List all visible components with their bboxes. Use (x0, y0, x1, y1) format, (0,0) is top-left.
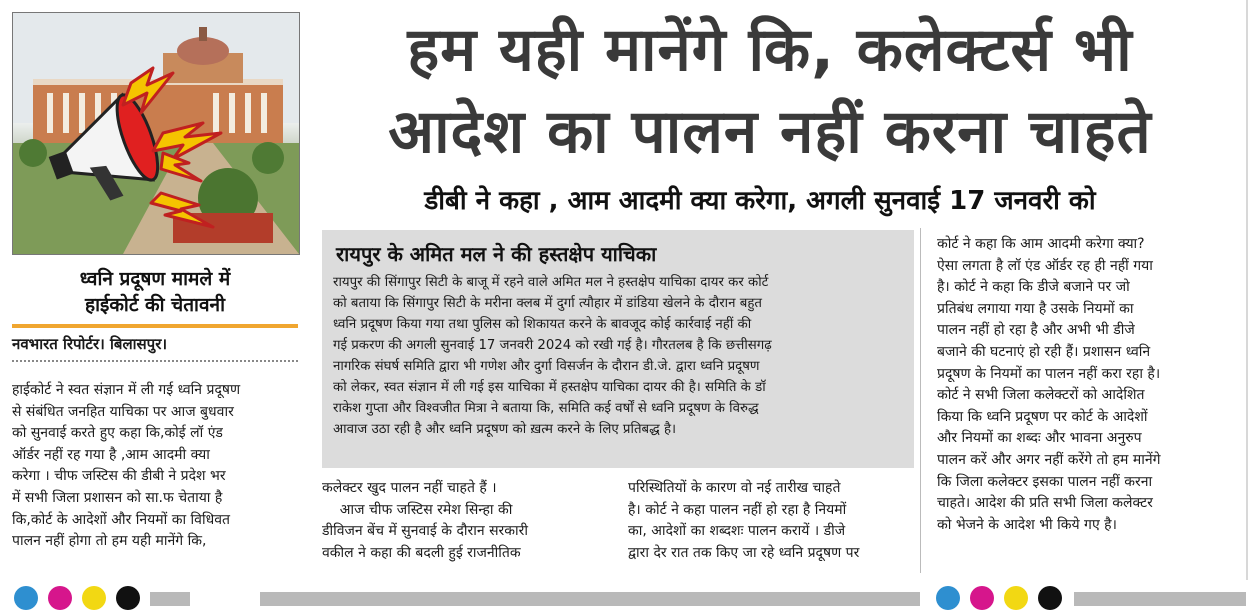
text-line: पालन नहीं होगा तो हम यही मानेंगे कि, (12, 533, 207, 550)
text-line: किया कि ध्वनि प्रदूषण पर कोर्ट के आदेशों (937, 408, 1148, 425)
text-line: द्वारा देर रात तक किए जा रहे ध्वनि प्रदूषण पर (628, 544, 860, 561)
text-line: प्रदूषण के नियमों का पालन नहीं करा रहा है। (937, 365, 1161, 382)
print-mark-magenta (970, 586, 994, 610)
article-column-3 (628, 478, 914, 564)
print-bar (260, 592, 920, 606)
text-line: आवाज उठा रही है और ध्वनि प्रदूषण को ख़त्म करने के लिए प्रतिबद्ध है। (333, 422, 677, 437)
text-line: बजाने की घटनाएं हो रही हैं। प्रशासन ध्वनि (937, 343, 1151, 360)
byline-divider (12, 360, 298, 362)
print-mark-cyan (936, 586, 960, 610)
text-line: का, आदेशों का शब्दशः पालन करायें । डीजे (628, 523, 846, 540)
text-line: में सभी जिला प्रशासन को सा.फ चेताया है (12, 489, 223, 506)
text-line: से संबंधित जनहित याचिका पर आज बुधवार (12, 403, 234, 420)
print-bar (1074, 592, 1246, 606)
column-divider (920, 228, 921, 573)
article-column-1 (12, 380, 300, 553)
text-line: राकेश गुप्ता और विश्वजीत मित्रा ने बताया कि, समिति कई वर्षों से ध्वनि प्रदूषण के विरुद्ध (333, 401, 759, 416)
page-edge-line (1246, 0, 1248, 580)
caption-divider (12, 324, 298, 328)
article-column-4 (937, 234, 1225, 536)
text-line: आज चीफ जस्टिस रमेश सिन्हा की (322, 501, 513, 518)
news-photo (12, 12, 300, 255)
print-mark-yellow (82, 586, 106, 610)
text-line: कि जिला कलेक्टर इसका पालन नहीं करना (937, 473, 1153, 490)
text-line: को लेकर, स्वत संज्ञान में ली गई इस याचिका में हस्तक्षेप याचिका दायर की है। समिति के डॉ (333, 380, 766, 395)
text-line: पालन नहीं हो रहा है और अभी भी डीजे (937, 322, 1135, 339)
headline-line1: हम यही मानेंगे कि, कलेक्टर्स भी (407, 15, 1133, 85)
text-line: रायपुर की सिंगापुर सिटी के बाजू में रहने वाले अमित मल ने हस्तक्षेप याचिका दायर कर कोर्ट (333, 275, 769, 290)
text-line: कोर्ट ने कहा कि आम आदमी करेगा क्या? (937, 236, 1145, 252)
text-line: परिस्थितियों के कारण वो नई तारीख चाहते (628, 480, 841, 496)
text-line: ऑर्डर नहीं रह गया है ,आम आदमी क्या (12, 446, 210, 463)
text-line: करेगा । चीफ जस्टिस की डीबी ने प्रदेश भर (12, 468, 226, 485)
print-bar (150, 592, 190, 606)
text-line: और नियमों का शब्दः और भावना अनुरुप (937, 430, 1142, 447)
print-mark-black (116, 586, 140, 610)
text-line: कलेक्टर खुद पालन नहीं चाहते हैं । (322, 480, 497, 496)
article-column-2 (322, 478, 608, 564)
photo-caption-line1: ध्वनि प्रदूषण मामले में (79, 268, 231, 290)
text-line: नागरिक संघर्ष समिति द्वारा भी गणेश और दुर्गा विसर्जन के दौरान डी.जे. द्वारा ध्वनि प्रदूषण (333, 359, 760, 374)
text-line: को भेजने के आदेश भी किये गए है। (937, 516, 1117, 533)
text-line: है। कोर्ट ने कहा पालन नहीं हो रहा है नियमों (628, 501, 847, 518)
text-line: को सुनवाई करते हुए कहा कि,कोई लॉ एंड (12, 425, 223, 442)
headline-line2: आदेश का पालन नहीं करना चाहते (388, 97, 1152, 167)
print-mark-yellow (1004, 586, 1028, 610)
sidebar-box-title: रायपुर के अमित मल ने की हस्तक्षेप याचिका (336, 242, 657, 266)
text-line: प्रतिबंध लगाया गया है उसके नियमों का (937, 300, 1134, 317)
text-line: ध्वनि प्रदूषण किया गया तथा पुलिस को शिकायत करने के बावजूद कोई कार्रवाई नहीं की (333, 317, 752, 332)
text-line: गई प्रकरण की अगली सुनवाई 17 जनवरी 2024 को रखी गई है। गौरतलब है कि छत्तीसगढ़ (333, 338, 772, 353)
sidebar-box-text (333, 272, 903, 440)
photo-caption-line2: हाईकोर्ट की चेतावनी (84, 294, 226, 316)
print-mark-black (1038, 586, 1062, 610)
byline: नवभारत रिपोर्टर। बिलासपुर। (12, 335, 168, 353)
print-mark-magenta (48, 586, 72, 610)
text-line: हाईकोर्ट ने स्वत संज्ञान में ली गई ध्वनि प्रदूषण (12, 382, 241, 398)
text-line: वकील ने कहा की बदली हुई राजनीतिक (322, 544, 521, 561)
text-line: चाहते। आदेश की प्रति सभी जिला कलेक्टर (937, 495, 1153, 512)
court-building-illustration (13, 13, 299, 254)
text-line: डीविजन बेंच में सुनवाई के दौरान सरकारी (322, 523, 529, 540)
text-line: है। कोर्ट ने कहा कि डीजे बजाने पर जो (937, 279, 1130, 296)
text-line: कि,कोर्ट के आदेशों और नियमों का विधिवत (12, 511, 230, 528)
subheadline: डीबी ने कहा , आम आदमी क्या करेगा, अगली सुनवाई 17 जनवरी को (424, 186, 1096, 216)
text-line: को बताया कि सिंगापुर सिटी के मरीना क्लब में दुर्गा त्यौहार में डांडिया खेलने के दौरान बहुत (333, 296, 762, 311)
print-mark-cyan (14, 586, 38, 610)
text-line: कोर्ट ने सभी जिला कलेक्टरों को आदेशित (937, 387, 1145, 404)
text-line: ऐसा लगता है लॉ एंड ऑर्डर रह ही नहीं गया (937, 257, 1153, 274)
text-line: पालन करें और अगर नहीं करेंगे तो हम मानेंगे (937, 451, 1161, 468)
